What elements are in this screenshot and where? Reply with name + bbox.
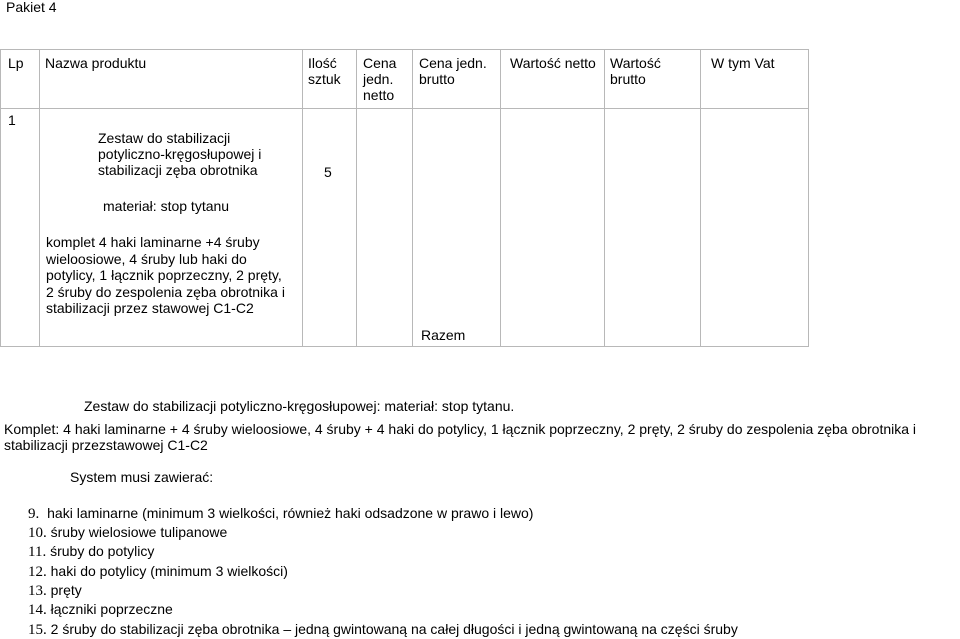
col-divider-unit-gross <box>500 49 501 347</box>
header-unit-price-gross: Cena jedn. brutto <box>419 55 487 87</box>
package-title: Pakiet 4 <box>6 0 57 15</box>
header-value-net: Wartość netto <box>510 55 596 71</box>
row-lp: 1 <box>8 112 16 128</box>
list-item-number: 15. <box>28 622 47 638</box>
row-material: materiał: stop tytanu <box>103 198 230 214</box>
list-item-number: 12. <box>28 564 47 580</box>
list-item-text: haki laminarne (minimum 3 wielkości, również haki odsadzone w prawo i lewo) <box>47 505 534 521</box>
header-lp: Lp <box>8 55 24 71</box>
list-item <box>28 621 738 639</box>
col-divider-value-net <box>604 49 605 347</box>
list-item-text: łączniki poprzeczne <box>50 601 173 617</box>
row-product-name: Zestaw do stabilizacji potyliczno-kręgosłupowej i stabilizacji zęba obrotnika <box>98 130 262 178</box>
list-item-number: 9. <box>28 506 40 522</box>
table-border-right <box>808 49 809 347</box>
list-item <box>28 601 173 619</box>
header-vat: W tym Vat <box>711 55 775 71</box>
list-item-text: śruby wielosiowe tulipanowe <box>50 524 228 540</box>
col-divider-qty <box>356 49 357 347</box>
list-item-text: 2 śruby do stabilizacji zęba obrotnika – jedną gwintowaną na całej długości i jedną gwintowaną na części śruby <box>50 621 738 637</box>
col-divider-lp <box>39 49 40 347</box>
list-item-number: 13. <box>28 583 47 599</box>
list-item <box>28 563 288 581</box>
list-item <box>28 524 227 542</box>
list-item <box>28 543 154 561</box>
header-quantity: Ilość sztuk <box>308 55 341 87</box>
col-divider-unit-net <box>412 49 413 347</box>
row-kit-description: komplet 4 haki laminarne +4 śruby wieloosiowe, 4 śruby lub haki do potylicy, 1 łącznik poprzeczny, 2 pręty, 2 śruby do zespolenia zęba obrotnika i stabilizacji przez stawowej C1-C2 <box>46 234 285 316</box>
list-item <box>28 582 82 600</box>
list-item <box>28 505 533 523</box>
row-quantity: 5 <box>324 164 332 180</box>
list-item-number: 14. <box>28 602 47 618</box>
header-value-gross: Wartość brutto <box>610 55 661 87</box>
description-line-1: Zestaw do stabilizacji potyliczno-kręgosłupowej: materiał: stop tytanu. <box>84 398 515 414</box>
total-label: Razem <box>421 327 466 343</box>
list-item-text: haki do potylicy (minimum 3 wielkości) <box>50 563 288 579</box>
header-product-name: Nazwa produktu <box>45 55 147 71</box>
header-unit-price-net: Cena jedn. netto <box>363 55 397 103</box>
list-item-number: 11. <box>28 544 47 560</box>
table-border-left <box>0 49 1 347</box>
header-row-divider <box>0 108 809 109</box>
system-heading: System musi zawierać: <box>70 469 214 485</box>
col-divider-value-gross <box>700 49 701 347</box>
table-border-bottom <box>0 346 809 347</box>
description-line-2: Komplet: 4 haki laminarne + 4 śruby wieloosiowe, 4 śruby + 4 haki do potylicy, 1 łącznik poprzeczny, 2 pręty, 2 śruby do zespolenia zęba obrotnika i <box>4 421 917 437</box>
col-divider-name <box>302 49 303 347</box>
list-item-number: 10. <box>28 525 47 541</box>
list-item-text: śruby do potylicy <box>50 543 155 559</box>
list-item-text: pręty <box>50 582 82 598</box>
table-border-top <box>0 49 809 50</box>
description-line-3: stabilizacji przezstawowej C1-C2 <box>4 437 208 453</box>
